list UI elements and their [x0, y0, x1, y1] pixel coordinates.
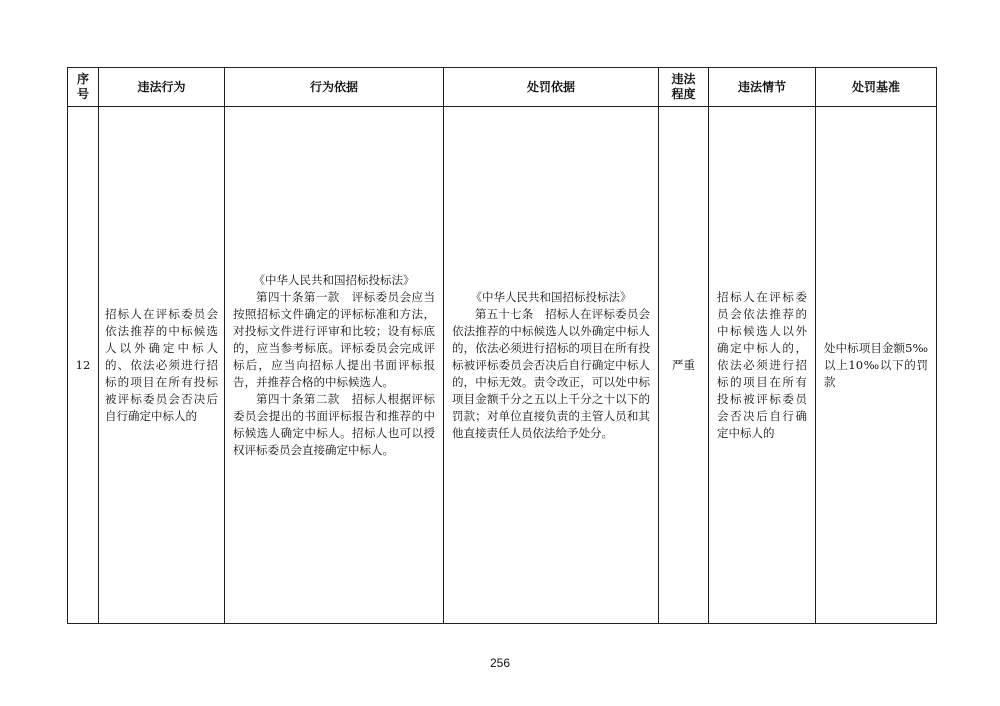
- header-severity: 违法 程度: [659, 68, 709, 107]
- header-act: 违法行为: [99, 68, 225, 107]
- header-basis: 行为依据: [225, 68, 444, 107]
- penalty-table: [67, 67, 937, 624]
- cell-act: 招标人在评标委员会依法推荐的中标候选人以外确定中标人的、依法必须进行招标的项目在所有投标被评标委员会否决后自行确定中标人的: [99, 107, 225, 624]
- cell-severity: 严重: [659, 107, 709, 624]
- penalty-paragraph-1: 第五十七条 招标人在评标委员会依法推荐的中标候选人以外确定中标人的，依法必须进行招标的项目在所有投标被评标委员会否决后自行确定中标人的，中标无效。责令改正，可以处中标项目金额千分之五以上千分之十以下的罚款；对单位直接负责的主管人员和其他直接责任人员依法给予处分。: [452, 306, 650, 440]
- header-penalty: 处罚依据: [444, 68, 659, 107]
- header-standard: 处罚基准: [816, 68, 937, 107]
- basis-law-title: 《中华人民共和国招标投标法》: [253, 272, 415, 287]
- header-row: [68, 68, 937, 107]
- page-number: 256: [489, 656, 511, 670]
- basis-paragraph-1: 第四十条第一款 评标委员会应当按照招标文件确定的评标标准和方法，对投标文件进行评审和比较；设有标底的，应当参考标底。评标委员会完成评标后，应当向招标人提出书面评标报告，并推荐合格的中标候选人。: [233, 289, 435, 389]
- penalty-law-title: 《中华人民共和国招标投标法》: [470, 289, 632, 304]
- header-circumstance: 违法情节: [709, 68, 816, 107]
- cell-no: 12: [68, 107, 99, 624]
- cell-circumstance: 招标人在评标委员会依法推荐的中标候选人以外确定中标人的，依法必须进行招标的项目在所有投标被评标委员会否决后自行确定中标人的: [709, 107, 816, 624]
- cell-penalty: [444, 107, 659, 624]
- basis-paragraph-2: 第四十条第二款 招标人根据评标委员会提出的书面评标报告和推荐的中标候选人确定中标人。招标人也可以授权评标委员会直接确定中标人。: [233, 391, 435, 457]
- table-row: [68, 107, 937, 624]
- cell-basis: [225, 107, 444, 624]
- cell-standard: 处中标项目金额5‰以上10‰以下的罚款: [816, 107, 937, 624]
- header-no: 序 号: [68, 68, 99, 107]
